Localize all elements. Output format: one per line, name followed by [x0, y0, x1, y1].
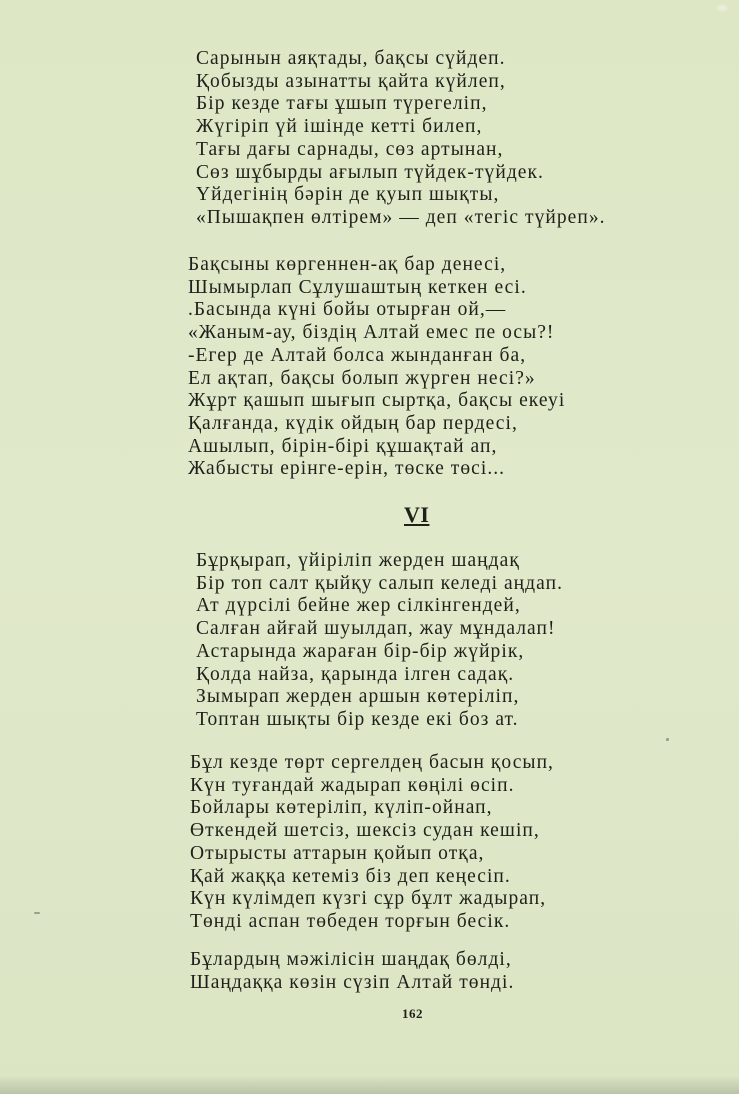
verse-line: Күн туғандай жадырап көңілі өсіп.	[190, 774, 515, 796]
verse-line: Жүгіріп үй ішінде кетті билеп,	[196, 116, 483, 138]
verse-line: Бойлары көтеріліп, күліп-ойнап,	[190, 797, 493, 819]
verse-line: Шаңдаққа көзін сүзіп Алтай төнді.	[190, 971, 515, 993]
verse-line: Бұрқырап, үйіріліп жерден шаңдақ	[196, 550, 520, 571]
verse-line: Төнді аспан төбеден торғын бесік.	[190, 910, 511, 932]
verse-line: Жабысты ерінге-ерін, төске төсі...	[188, 458, 506, 480]
verse-line: Күн күлімдеп күзгі сұр бұлт жадырап,	[190, 888, 547, 910]
verse-line: Қалғанда, күдік ойдың бар пердесі,	[188, 412, 518, 434]
section-heading: VI	[404, 502, 430, 527]
verse-line: Жұрт қашып шығып сыртқа, бақсы екеуі	[188, 390, 566, 412]
stanza-1	[196, 48, 606, 230]
verse-line: Қобызды азынатты қайта күйлеп,	[196, 70, 506, 92]
verse-line: Ат дүрсілі бейне жер сілкінгендей,	[196, 595, 521, 617]
stanza-5	[190, 949, 514, 994]
verse-line: -Егер де Алтай болса жынданған ба,	[188, 344, 527, 366]
paper-blemish	[715, 4, 729, 12]
paper-speck	[34, 912, 40, 914]
page-edge-shadow	[0, 1076, 739, 1094]
verse-line: Астарында жараған бір-бір жүйрік,	[196, 640, 525, 662]
verse-line: Салған айғай шуылдап, жау мұндалап!	[196, 618, 556, 640]
verse-line: Сөз шұбырды ағылып түйдек-түйдек.	[196, 161, 544, 183]
verse-line: Бұлардың мәжілісін шаңдақ бөлді,	[190, 949, 512, 970]
verse-line: Топтан шықты бір кезде екі боз ат.	[196, 708, 519, 730]
verse-line: Үйдегінің бәрін де қуып шықты,	[196, 184, 500, 206]
verse-line: Ел ақтап, бақсы болып жүрген несі?»	[188, 367, 536, 389]
verse-line: Тағы дағы сарнады, сөз артынан,	[196, 138, 504, 160]
verse-line: Зымырап жерден аршын көтеріліп,	[196, 686, 520, 708]
verse-line: Қай жаққа кетеміз біз деп кеңесіп.	[190, 865, 511, 887]
stanza-2	[188, 254, 565, 481]
verse-line: «Пышақпен өлтірем» — деп «тегіс түйреп».	[196, 206, 606, 228]
page-number: 162	[402, 1006, 423, 1021]
verse-line: «Жаным-ау, біздің Алтай емес пе осы?!	[188, 322, 555, 344]
verse-line: Бір кезде тағы ұшып түрегеліп,	[196, 93, 488, 115]
verse-line: Бір топ салт қыйқу салып келеді аңдап.	[196, 572, 563, 594]
verse-line: .Басында күні бойы отырған ой,—	[188, 299, 507, 321]
verse-line: Ашылып, бірін-бірі құшақтай ап,	[188, 435, 498, 457]
verse-line: Өткендей шетсіз, шексіз судан кешіп,	[190, 820, 540, 842]
verse-line: Шымырлап Сұлушаштың кеткен есі.	[188, 276, 527, 298]
verse-line: Сарынын аяқтады, бақсы сүйдеп.	[196, 48, 506, 69]
paper-speck	[666, 738, 669, 741]
stanza-4	[190, 752, 554, 934]
verse-line: Қолда найза, қарында ілген садақ.	[196, 663, 515, 685]
verse-line: Отырысты аттарын қойып отқа,	[190, 842, 485, 864]
stanza-3	[196, 550, 563, 732]
verse-line: Бұл кезде төрт сергелдең басын қосып,	[190, 752, 554, 773]
verse-line: Бақсыны көргеннен-ақ бар денесі,	[188, 254, 507, 275]
